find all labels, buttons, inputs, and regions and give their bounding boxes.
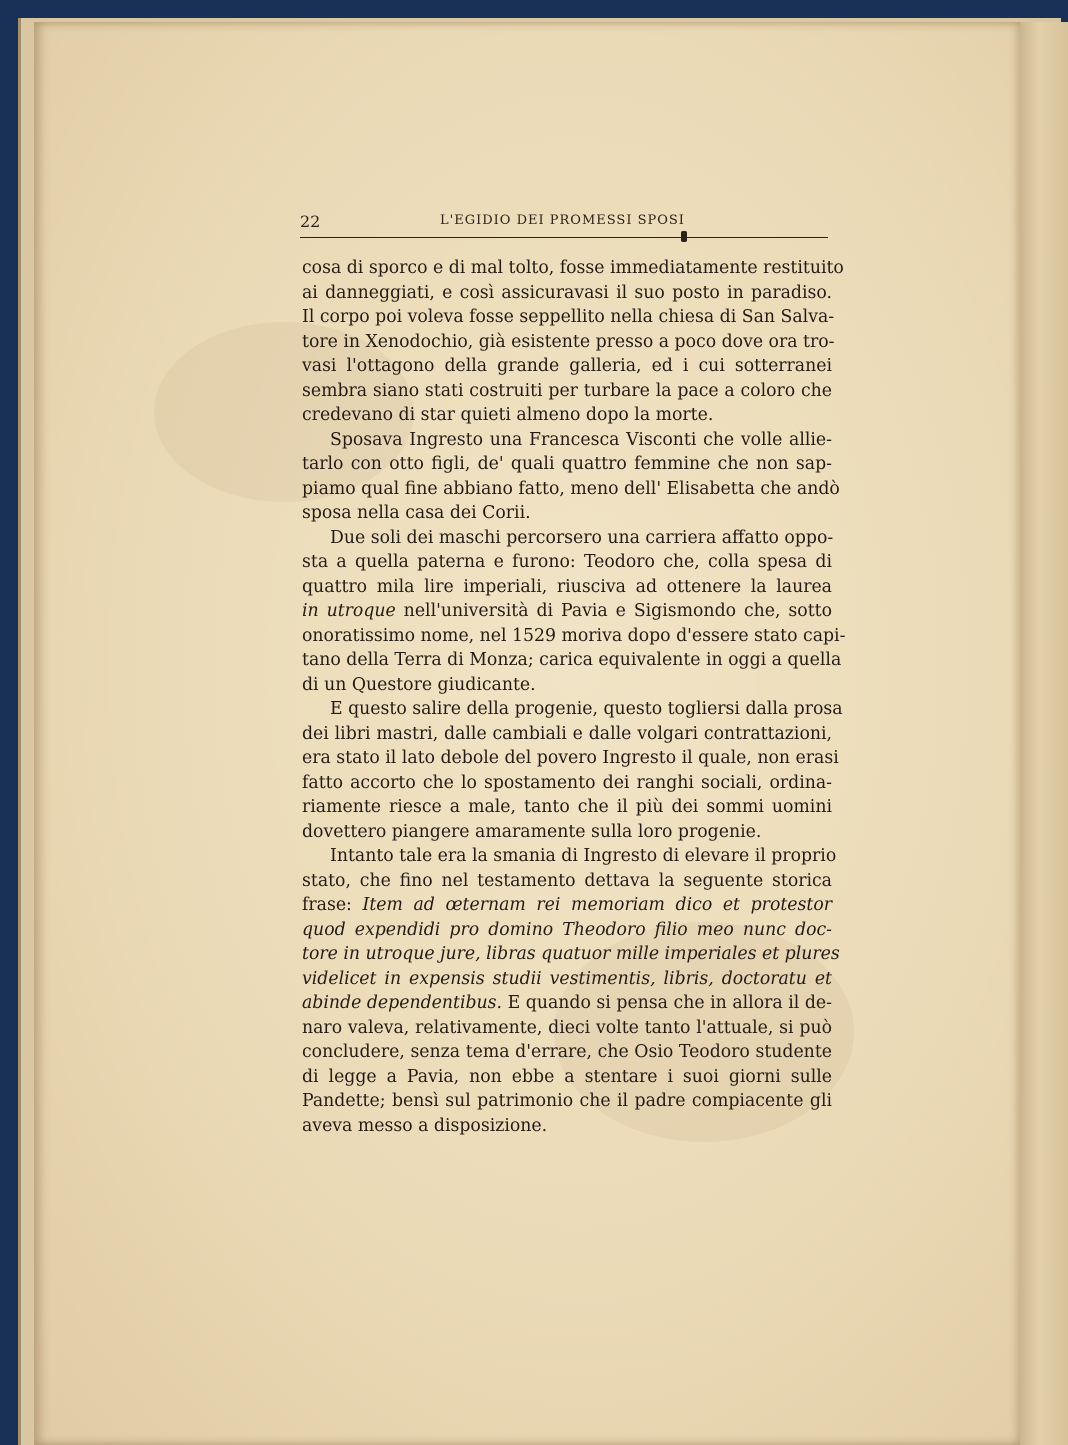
text-line — [302, 893, 832, 918]
text-line — [302, 624, 846, 649]
text-line — [302, 379, 832, 404]
text-line — [302, 869, 832, 894]
text-line — [302, 575, 832, 600]
text-segment: stato, che fino nel testamento dettava la seguente storica — [302, 870, 832, 891]
text-line — [302, 795, 832, 820]
text-segment: Intanto tale era la smania di Ingresto di elevare il proprio — [330, 846, 837, 866]
text-segment: fatto accorto che lo spostamento dei ranghi sociali, ordina- — [302, 772, 832, 793]
text-line — [302, 1089, 832, 1114]
text-line — [302, 722, 832, 747]
text-segment: dovettero piangere amaramente sulla loro progenie. — [302, 821, 762, 842]
page-number: 22 — [300, 212, 321, 231]
text-line — [302, 330, 835, 355]
text-line — [302, 256, 844, 281]
text-segment: ai danneggiati, e così assicuravasi il suo posto in paradiso. — [302, 282, 832, 303]
text-line — [302, 918, 832, 943]
text-line — [302, 967, 832, 992]
text-line — [302, 991, 832, 1016]
text-segment: Il corpo poi voleva fosse seppellito nella chiesa di San Salva- — [302, 307, 835, 327]
text-line — [302, 1114, 832, 1139]
text-segment: naro valeva, relativamente, dieci volte tanto l'attuale, si può — [302, 1017, 832, 1038]
running-head — [300, 212, 828, 238]
text-segment: Sposava Ingresto una Francesca Visconti che volle allie- — [330, 429, 832, 450]
text-segment: concludere, senza tema d'errare, che Osio Teodoro studente — [302, 1042, 832, 1062]
text-segment: piamo qual fine abbiano fatto, meno dell' Elisabetta che andò — [302, 478, 840, 499]
text-line — [302, 501, 832, 526]
rule-ornament — [681, 231, 687, 242]
text-line — [302, 771, 832, 796]
italic-latin-text: abinde dependentibus. — [302, 993, 503, 1013]
running-title: L'EGIDIO DEI PROMESSI SPOSI — [440, 213, 685, 228]
text-segment: vasi l'ottagono della grande galleria, ed i cui sotterranei — [302, 356, 832, 376]
text-segment: onoratissimo nome, nel 1529 moriva dopo d'essere stato capi- — [302, 625, 846, 646]
italic-latin-text: tore in utroque jure, libras quatuor mille imperiales et plures — [302, 944, 840, 964]
text-segment: tore in Xenodochio, già esistente presso a poco dove ora tro- — [302, 331, 835, 352]
text-segment: aveva messo a disposizione. — [302, 1115, 548, 1136]
italic-latin-text: in utroque — [302, 601, 396, 621]
text-segment: Due soli dei maschi percorsero una carriera affatto oppo- — [330, 527, 834, 548]
text-segment: riamente riesce a male, tanto che il più dei sommi uomini — [302, 797, 832, 817]
text-segment: quattro mila lire imperiali, riusciva ad ottenere la laurea — [302, 576, 832, 597]
text-segment: dei libri mastri, dalle cambiali e dalle volgari contrattazioni, — [302, 723, 832, 744]
text-segment: E questo salire della progenie, questo togliersi dalla prosa — [330, 699, 843, 719]
text-line — [302, 1040, 832, 1065]
text-segment: sposa nella casa dei Corii. — [302, 503, 531, 523]
text-segment: nell'università di Pavia e Sigismondo che, sotto — [395, 601, 832, 621]
text-line — [302, 281, 832, 306]
text-segment: sta a quella paterna e furono: Teodoro che, colla spesa di — [302, 552, 832, 572]
text-line — [302, 599, 832, 624]
text-line — [302, 942, 840, 967]
text-segment: credevano di star quieti almeno dopo la morte. — [302, 405, 714, 425]
text-line — [302, 403, 832, 428]
next-page-edge — [1016, 22, 1068, 1445]
text-line — [302, 305, 835, 330]
header-rule — [300, 237, 828, 238]
text-line — [302, 1065, 832, 1090]
text-line — [302, 746, 839, 771]
text-segment: tano della Terra di Monza; carica equivalente in oggi a quella — [302, 650, 842, 670]
text-segment: di legge a Pavia, non ebbe a stentare i suoi giorni sulle — [302, 1066, 832, 1087]
text-segment: era stato il lato debole del povero Ingresto il quale, non erasi — [302, 748, 839, 768]
text-line — [302, 526, 832, 551]
text-line — [302, 477, 840, 502]
text-line — [302, 1016, 832, 1041]
text-segment: Pandette; bensì sul patrimonio che il padre compiacente gli — [302, 1091, 832, 1111]
text-line — [302, 844, 837, 869]
text-line — [302, 697, 843, 722]
text-segment: E quando si pensa che in allora il de- — [502, 993, 832, 1013]
text-line — [302, 550, 832, 575]
text-segment: sembra siano stati costruiti per turbare la pace a coloro che — [302, 380, 832, 401]
text-line — [302, 428, 832, 453]
italic-latin-text: videlicet in expensis studii vestimentis, libris, doctoratu et — [302, 968, 832, 989]
text-segment: tarlo con otto figli, de' quali quattro femmine che non sap- — [302, 454, 832, 474]
text-line — [302, 673, 832, 698]
text-line — [302, 354, 832, 379]
text-segment: di un Questore giudicante. — [302, 674, 536, 695]
text-line — [302, 820, 832, 845]
italic-latin-text: Item ad œternam rei memoriam dico et protestor — [362, 895, 832, 915]
italic-latin-text: quod expendidi pro domino Theodoro filio meo nunc doc- — [302, 919, 832, 940]
text-segment: cosa di sporco e di mal tolto, fosse immediatamente restituito — [302, 258, 844, 278]
text-line — [302, 648, 842, 673]
text-segment: frase: — [302, 895, 363, 915]
body-text — [302, 256, 846, 1138]
text-line — [302, 452, 832, 477]
